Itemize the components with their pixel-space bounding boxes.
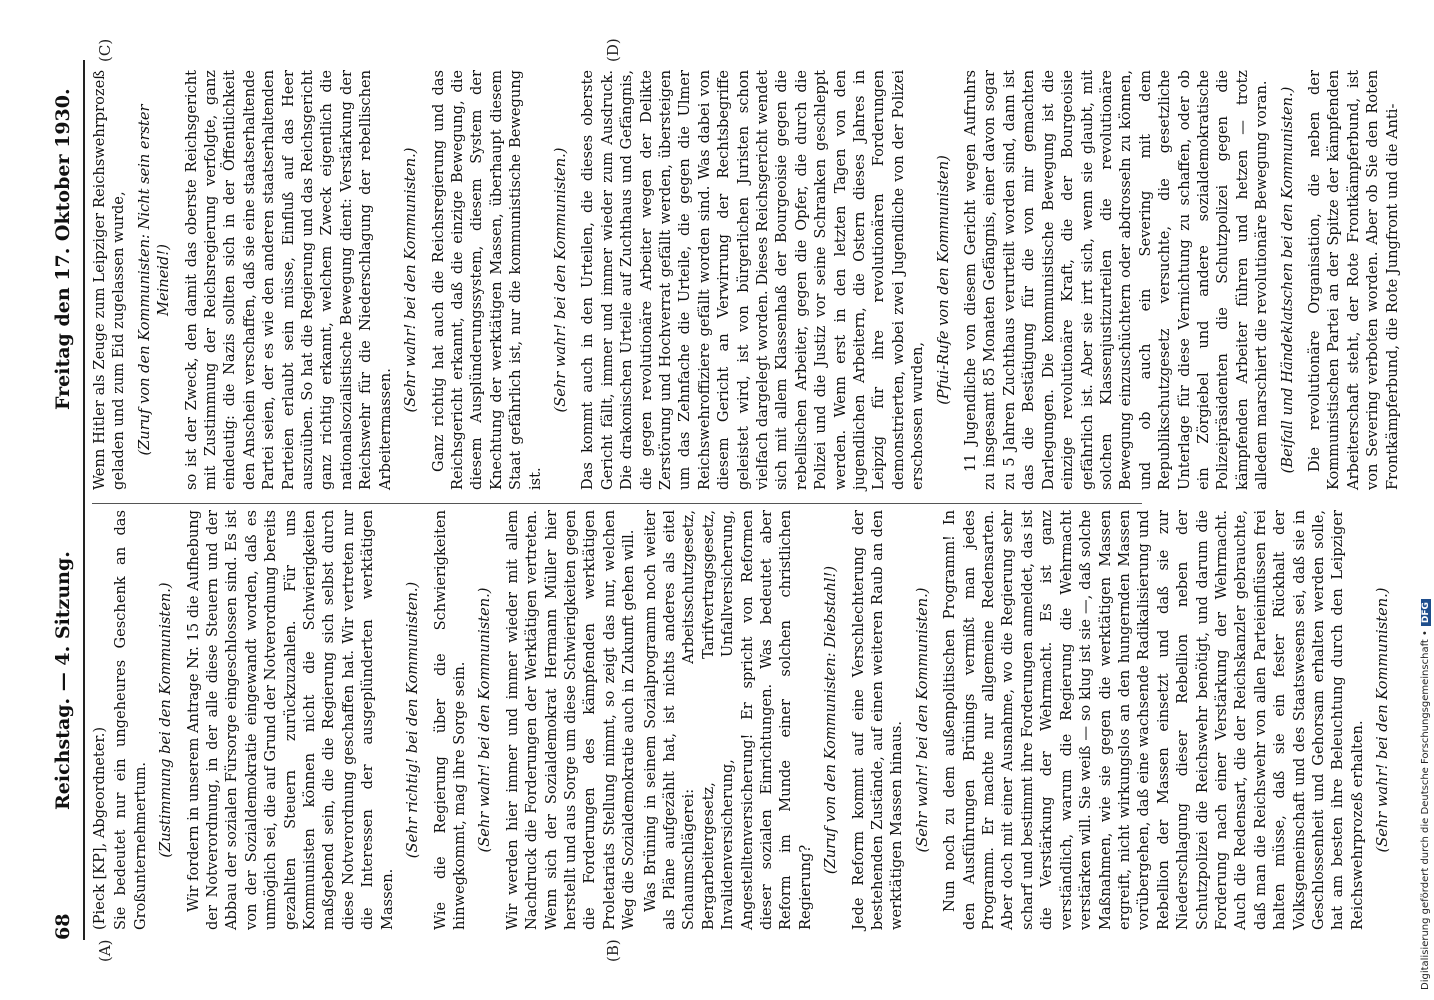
margin-mark-a: (A) xyxy=(96,939,114,962)
column-divider xyxy=(92,503,1142,504)
paragraph: 11 Jugendliche von diesem Gericht wegen Aufruhrs zu insgesamt 85 Monaten Gefängnis, einer davon sogar zu 5 Jahren Zuchthaus verurteilt worden sind, dann ist das die Bestätigung für die von mir gemachten Darlegungen. Die kommunistische Bewegung ist die einzige revolutionäre Kraft, die der Bourgeoisie gefährlich ist. Aber sie irrt sich, wenn sie glaubt, mit solchen Klassenjustizurteilen die revolutionäre Bewegung einzuschüchtern oder abdrosseln zu können, und ob auch ein Severing mit dem Republikschutzgesetz versuchte, die gesetzliche Unterlage für diese Vernichtung zu schaffen, oder ob ein Zörgiebel und andere sozialdemokratische Polizeipräsidenten die Schutzpolizei gegen die kämpfenden Arbeiter führen und hetzen — trotz alledem marschiert die revolutionäre Bewegung voran. xyxy=(962,70,1271,490)
credit-text: Digitalisierung gefördert durch die Deutsche Forschungsgemeinschaft • xyxy=(1420,630,1431,990)
paragraph: Das kommt auch in den Urteilen, die dieses oberste Gericht fällt, immer und immer wieder zum Ausdruck. Die drakonischen Urteile auf Zuchthaus und Gefängnis, die gegen revolutionäre Arbeiter wegen der Delikte Zerstörung und Hochverrat gefällt werden, übersteigen um das Zehnfache die Urteile, die gegen die Ulmer Reichswehroffiziere gefällt worden sind. Was dabei von diesem Gericht an Verwirrung der Rechtsbegriffe geleistet wird, ist von bürgerlichen Juristen schon vielfach dargelegt worden. Dieses Reichsgericht wendet sich mit allem Klassenhaß der Bourgeoisie gegen die rebellischen Arbeiter, gegen die Opfer, die durch die Polizei und die Justiz vor seine Schranken geschleppt werden. Wenn erst in den letzten Tagen von den jugendlichen Arbeitern, die Ostern dieses Jahres in Leipzig für ihre revolutionären Forderungen demonstrierten, wobei zwei Jugendliche von der Polizei erschossen wurden, xyxy=(579,70,927,490)
paragraph: Ganz richtig hat auch die Reichsregierung und das Reichsgericht erkannt, daß die einzige Bewegung, die diesem Ausplünderungssystem, diesem System der Knechtung der werktätigen Massen, überhaupt diesem Staat gefährlich ist, nur die kommunistische Bewegung ist. xyxy=(429,70,544,490)
page-header xyxy=(52,60,82,940)
paragraph: Wir fordern in unserem Antrage Nr. 15 die Aufhebung der Notverordnung, in der alle diese Steuern und der Abbau der sozialen Fürsorge eingeschlossen sind. Es ist von der Sozialdemokratie eingewandt worden, daß es unmöglich sei, die auf Grund der Notverordnung bereits gezahlten Steuern zurückzuzahlen. Für uns Kommunisten können nicht die Schwierigkeiten maßgebend sein, die die Regierung sich selbst durch diese Notverordnung geschaffen hat. Wir vertreten nur die Interessen der ausgeplünderten werktätigen Massen. xyxy=(184,510,396,930)
paragraph: Wir werden hier immer und immer wieder mit allem Nachdruck die Forderungen der Werktätigen vertreten. Wenn sich der Sozialdemokrat Hermann Müller hier herstellt und aus Sorge um diese Schwierigkeiten gegen die Forderungen des kämpfenden werktätigen Proletariats Stellung nimmt, so zeigt das nur, welchen Weg die Sozialdemokratie auch in Zukunft gehen will. xyxy=(503,510,638,930)
interjection: (Zuruf von den Kommunisten: Diebstahl!) xyxy=(822,565,840,875)
paragraph: Nun noch zu dem außenpolitischen Programm! In den Ausführungen Brünings vermißt man jedes Programm. Er machte nur allgemeine Redensarten. Aber doch mit einer Ausnahme, wo die Regierung sehr scharf und bestimmt ihre Forderungen anmeldet, das ist die Verstärkung der Wehrmacht. Es ist ganz verständlich, warum die Regierung die Wehrmacht verstärken will. Sie weiß — so klug ist sie —, daß solche Maßnahmen, wie sie gegen die werktätigen Massen ergreift, nicht wirkungslos an den hungernden Massen vorübergehen, daß eine wachsende Radikalisierung und Rebellion der Massen einsetzt und daß sie zur Niederschlagung dieser Rebellion neben der Schutzpolizei die Reichswehr benötigt, und darum die Forderung nach einer Verstärkung der Wehrmacht. Auch die Redensart, die der Reichskanzler gebrauchte, daß man die Reichswehr von allen Parteieinflüssen frei halten müsse, daß sie ein fester Rückhalt der Volksgemeinschaft und des Staatswesens sei, daß sie in Geschlossenheit und Gehorsam erhalten werden solle, hat am besten ihre Beleuchtung durch den Leipziger Reichswehrprozeß erhalten. xyxy=(941,510,1366,930)
paragraph: Jede Reform kommt auf eine Verschlechterung der bestehenden Zustände, auf einen weiteren Raub an den werktätigen Massen hinaus. xyxy=(849,510,906,930)
interjection: (Pfui-Rufe von den Kommunisten) xyxy=(934,155,952,405)
session-title: Reichstag. — 4. Sitzung. xyxy=(52,551,74,810)
margin-mark-b: (B) xyxy=(604,939,622,962)
interjection: (Sehr richtig! bei den Kommunisten.) xyxy=(404,581,422,859)
page-number: 68 xyxy=(52,913,74,940)
paragraph: Wenn Hitler als Zeuge zum Leipziger Reichswehrprozeß geladen und zum Eid zugelassen wurde, xyxy=(91,70,128,490)
header-rule xyxy=(83,60,85,940)
interjection: (Sehr wahr! bei den Kommunisten.) xyxy=(476,587,494,853)
paragraph: so ist der Zweck, den damit das oberste Reichsgericht mit Zustimmung der Reichsregierung verfolgte, ganz eindeutig: die Nazis sollten sich in der Öffentlichkeit den Anschein verschaffen, daß sie eine staatserhaltende Partei seien, der es wie den anderen staatserhaltenden Parteien erlaubt sein müsse, Einfluß auf das Heer auszuüben. So hat die Regierung und das Reichsgericht ganz richtig erkannt, welchem Zweck eigentlich die nationalsozialistische Bewegung dient: Verstärkung der Reichswehr für die Niederschlagung der rebellischen Arbeitermassen. xyxy=(182,70,394,490)
interjection: (Sehr wahr! bei den Kommunisten.) xyxy=(402,147,420,413)
interjection: (Zustimmung bei den Kommunisten.) xyxy=(157,582,175,858)
margin-mark-d: (D) xyxy=(604,38,622,62)
digitization-credit xyxy=(1420,10,1434,990)
paragraph: (Pieck [KP], Abgeordneter.) xyxy=(91,726,108,930)
interjection: (Beifall und Händeklatschen bei den Kommunisten.) xyxy=(1278,86,1296,474)
dfg-logo: DFG xyxy=(1421,599,1431,626)
margin-mark-c: (C) xyxy=(96,38,114,62)
paragraph: Die revolutionäre Organisation, die neben der Kommunistischen Partei an der Spitze der kämpfenden Arbeiterschaft steht, der Rote Frontkämpferbund, ist von Severing verboten worden. Aber ob Sie den Roten Frontkämpferbund, die Rote Jungfront und die Anti- xyxy=(1305,70,1401,490)
interjection: (Sehr wahr! bei den Kommunisten.) xyxy=(913,587,931,853)
session-date: Freitag den 17. Oktober 1930. xyxy=(52,88,74,410)
interjection: (Sehr wahr! bei den Kommunisten.) xyxy=(551,147,569,413)
paragraph: Wie die Regierung über die Schwierigkeiten hinwegkommt, mag ihre Sorge sein. xyxy=(431,510,468,930)
paragraph: Sie bedeutet nur ein ungeheures Geschenk an das Großunternehmertum. xyxy=(112,510,149,930)
right-column xyxy=(90,70,1404,490)
paragraph: Was Brüning in seinem Sozialprogramm noch weiter als Pläne aufgezählt hat, ist nichts anderes als eitel Schaumschlägerei: Arbeitsschutzgesetz, Bergarbeitergesetz, Tarifvertragsgesetz, Invalidenversicherung, Unfallversicherung, Angestelltenversicherung! Er spricht von Reformen dieser sozialen Einrichtungen. Was bedeutet aber Reform im Munde einer solchen christlichen Regierung? xyxy=(641,510,814,930)
interjection: (Sehr wahr! bei den Kommunisten.) xyxy=(1374,587,1392,853)
interjection: (Zuruf von den Kommunisten: Nicht sein erster Meineid!) xyxy=(135,104,173,456)
left-column xyxy=(90,510,1401,930)
